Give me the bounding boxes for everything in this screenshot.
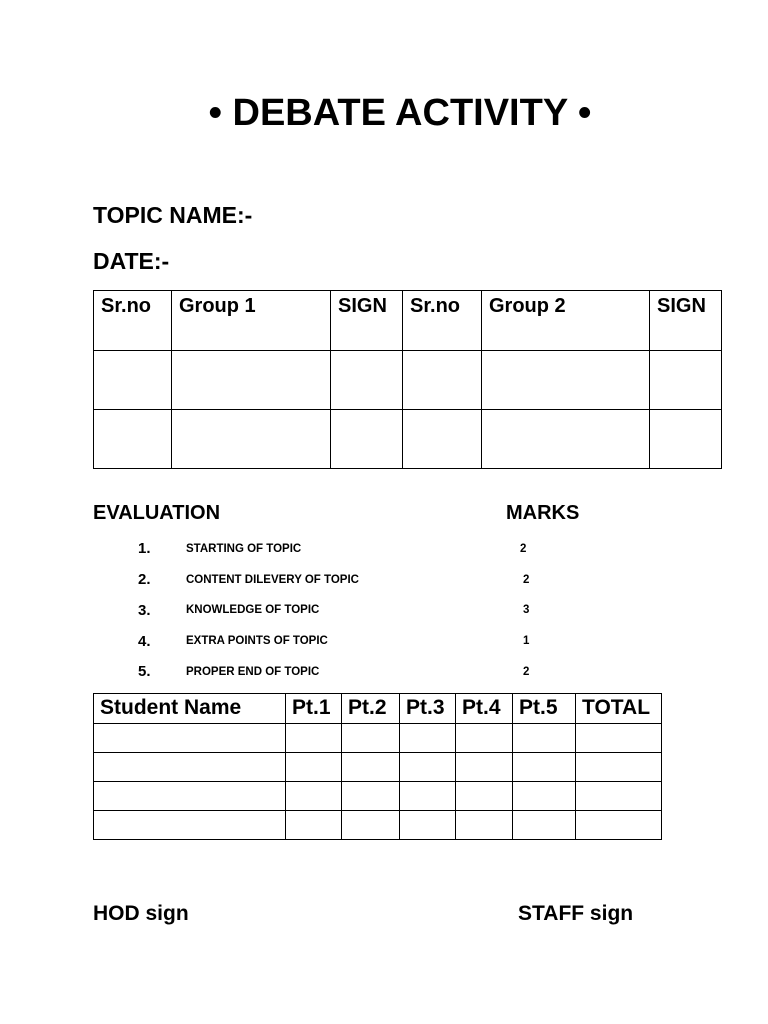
item-number: 5.: [138, 663, 151, 680]
table-cell[interactable]: [456, 753, 513, 782]
table-cell[interactable]: [94, 782, 286, 811]
table-cell[interactable]: [94, 410, 172, 469]
table-cell[interactable]: [342, 782, 400, 811]
header-cell: Group 2: [482, 291, 650, 351]
table-cell[interactable]: [94, 351, 172, 410]
table-row: [94, 351, 722, 410]
groups-table: [93, 290, 722, 469]
table-cell[interactable]: [94, 811, 286, 840]
criterion-label: KNOWLEDGE OF TOPIC: [186, 604, 320, 616]
table-cell[interactable]: [482, 410, 650, 469]
criterion-marks: 2: [523, 574, 530, 586]
criterion-marks: 3: [523, 604, 530, 616]
table-row: [94, 724, 662, 753]
table-cell[interactable]: [513, 782, 576, 811]
groups-table-header: [94, 291, 722, 351]
table-cell[interactable]: [400, 724, 456, 753]
table-cell[interactable]: [400, 811, 456, 840]
topic-name-label: TOPIC NAME:-: [93, 202, 253, 228]
table-cell[interactable]: [286, 811, 342, 840]
item-number: 4.: [138, 633, 151, 650]
table-cell[interactable]: [456, 782, 513, 811]
criterion-marks: 2: [520, 543, 527, 555]
table-cell[interactable]: [403, 351, 482, 410]
header-cell: Pt.1: [286, 694, 342, 724]
table-cell[interactable]: [456, 811, 513, 840]
staff-sign-label: STAFF sign: [518, 902, 634, 925]
score-table-header: [94, 694, 662, 724]
header-cell: SIGN: [650, 291, 722, 351]
table-cell[interactable]: [576, 782, 662, 811]
table-cell[interactable]: [576, 811, 662, 840]
header-cell: Sr.no: [94, 291, 172, 351]
table-cell[interactable]: [286, 782, 342, 811]
table-cell[interactable]: [400, 782, 456, 811]
header-cell: Pt.3: [400, 694, 456, 724]
table-row: [94, 753, 662, 782]
header-cell: Pt.4: [456, 694, 513, 724]
table-cell[interactable]: [456, 724, 513, 753]
item-number: 3.: [138, 602, 151, 619]
table-cell[interactable]: [94, 753, 286, 782]
criterion-label: CONTENT DILEVERY OF TOPIC: [186, 574, 359, 586]
table-cell[interactable]: [331, 351, 403, 410]
item-number: 2.: [138, 571, 151, 588]
criterion-marks: 2: [523, 666, 530, 678]
table-cell[interactable]: [400, 753, 456, 782]
item-number: 1.: [138, 540, 151, 557]
header-cell: TOTAL: [576, 694, 662, 724]
table-cell[interactable]: [286, 724, 342, 753]
header-cell: Student Name: [94, 694, 286, 724]
header-cell: SIGN: [331, 291, 403, 351]
table-row: [94, 811, 662, 840]
table-cell[interactable]: [576, 724, 662, 753]
criterion-label: PROPER END OF TOPIC: [186, 666, 320, 678]
table-cell[interactable]: [342, 811, 400, 840]
table-cell[interactable]: [513, 811, 576, 840]
table-cell[interactable]: [342, 753, 400, 782]
hod-sign-label: HOD sign: [93, 902, 189, 925]
table-cell[interactable]: [331, 410, 403, 469]
page-title: • DEBATE ACTIVITY •: [208, 92, 592, 134]
table-row: [94, 410, 722, 469]
table-row: [94, 782, 662, 811]
header-cell: Pt.5: [513, 694, 576, 724]
table-cell[interactable]: [172, 351, 331, 410]
header-cell: Pt.2: [342, 694, 400, 724]
header-cell: Group 1: [172, 291, 331, 351]
table-cell[interactable]: [94, 724, 286, 753]
criterion-label: EXTRA POINTS OF TOPIC: [186, 635, 328, 647]
date-label: DATE:-: [93, 248, 170, 274]
table-cell[interactable]: [513, 753, 576, 782]
table-cell[interactable]: [342, 724, 400, 753]
score-table: [93, 693, 662, 840]
header-cell: Sr.no: [403, 291, 482, 351]
table-cell[interactable]: [482, 351, 650, 410]
criterion-marks: 1: [523, 635, 530, 647]
table-cell[interactable]: [513, 724, 576, 753]
table-cell[interactable]: [403, 410, 482, 469]
marks-heading: MARKS: [506, 502, 580, 524]
evaluation-heading: EVALUATION: [93, 502, 221, 524]
table-cell[interactable]: [286, 753, 342, 782]
table-cell[interactable]: [650, 351, 722, 410]
table-cell[interactable]: [172, 410, 331, 469]
criterion-label: STARTING OF TOPIC: [186, 543, 302, 555]
table-cell[interactable]: [650, 410, 722, 469]
table-cell[interactable]: [576, 753, 662, 782]
